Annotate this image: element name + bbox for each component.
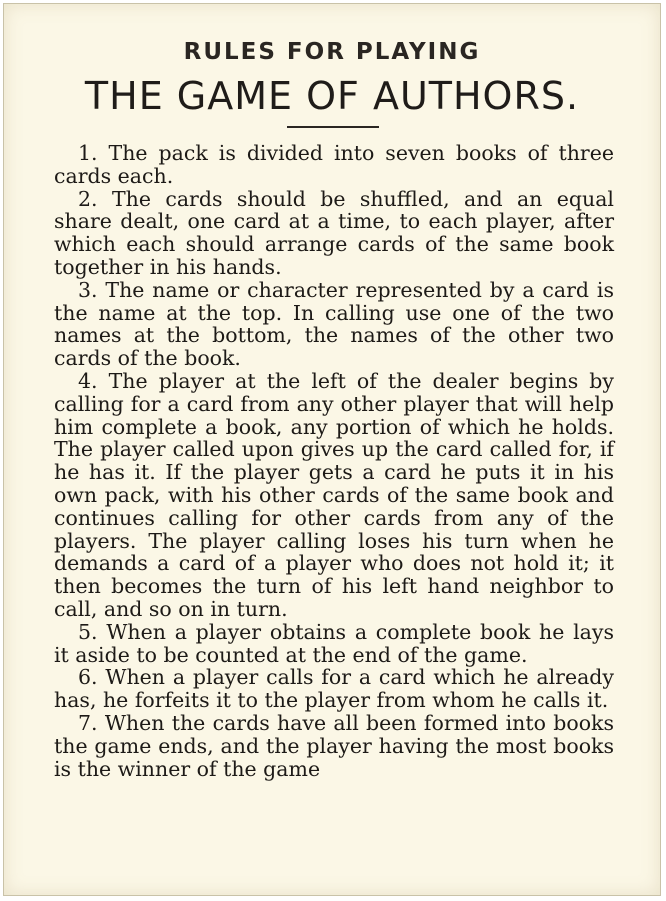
rule-item bbox=[54, 370, 614, 621]
rule-text: The name or character represented by a card is the name at the top. In calling use one of the two names at the bottom, the names of the other two cards of the book. bbox=[54, 277, 614, 371]
rule-number: 1. bbox=[78, 141, 98, 165]
rule-item bbox=[54, 279, 614, 370]
title-underline bbox=[287, 126, 379, 128]
rule-number: 2. bbox=[78, 186, 98, 211]
rule-text: The player at the left of the dealer begins by calling for a card from any other player that will help him complete a book, any portion of which he holds. The player called upon gives up the card called for, if he has it. If the player gets a card he puts it in his own pack, with his other cards of the same book and continues calling for other cards from any of the players. The player calling loses his turn when he demands a card of a player who does not hold it; it then becomes the turn of his left hand neighbor to call, and so on in turn. bbox=[54, 368, 614, 621]
rule-number: 5. bbox=[78, 619, 98, 644]
rule-item bbox=[54, 188, 614, 279]
rule-text: The pack is divided into seven books of three cards each. bbox=[54, 141, 614, 188]
rules-list bbox=[54, 142, 614, 780]
rule-item bbox=[54, 712, 614, 780]
rule-item bbox=[54, 142, 614, 188]
rule-number: 3. bbox=[78, 277, 98, 302]
rule-number: 4. bbox=[78, 368, 98, 393]
rule-text: When the cards have all been formed into books the game ends, and the player having the most books is the winner of the game bbox=[54, 710, 614, 781]
rule-text: When a player obtains a complete book he lays it aside to be counted at the end of the game. bbox=[54, 619, 614, 667]
card-subtitle: RULES FOR PLAYING bbox=[183, 39, 481, 65]
rule-item bbox=[54, 621, 614, 667]
rules-card bbox=[3, 3, 661, 896]
rule-item bbox=[54, 666, 614, 712]
rule-number: 6. bbox=[78, 665, 98, 690]
rule-text: The cards should be shuffled, and an equal share dealt, one card at a time, to each player, after which each should arrange cards of the same book together in his hands. bbox=[54, 186, 614, 279]
card-title: THE GAME OF AUTHORS. bbox=[84, 74, 580, 118]
rule-number: 7. bbox=[78, 710, 98, 735]
rule-text: When a player calls for a card which he already has, he forfeits it to the player from whom he calls it. bbox=[54, 665, 614, 713]
